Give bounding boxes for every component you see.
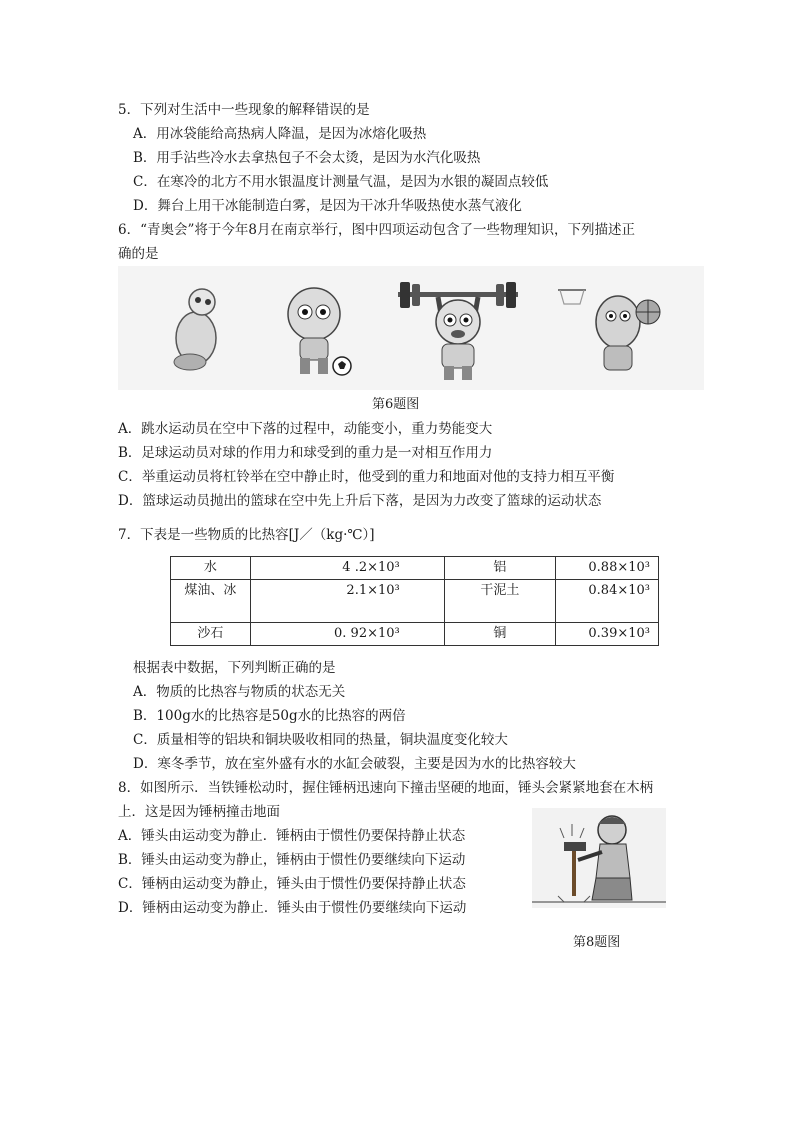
q8-figure-hammer xyxy=(532,808,666,908)
q8-figure-caption: 第8题图 xyxy=(573,935,621,950)
table-cell: 0.39×10³ xyxy=(556,623,659,646)
q7-lead: 根据表中数据，下列判断正确的是 xyxy=(133,660,336,676)
table-row xyxy=(171,623,659,646)
table-cell: 铝 xyxy=(444,557,555,580)
specific-heat-table xyxy=(170,556,659,646)
q6-option-c: C．举重运动员将杠铃举在空中静止时，他受到的重力和地面对他的支持力相互平衡 xyxy=(118,469,615,485)
table-cell: 铜 xyxy=(444,623,555,646)
q6-option-d: D．篮球运动员抛出的篮球在空中先上升后下落，是因为力改变了篮球的运动状态 xyxy=(118,493,602,509)
table-row xyxy=(171,557,659,580)
q8-option-d: D．锤柄由运动变为静止．锤头由于惯性仍要继续向下运动 xyxy=(118,900,467,916)
q6-stem-line1: 6．“青奥会”将于今年8月在南京举行，图中四项运动包含了一些物理知识，下列描述正 xyxy=(118,222,635,238)
table-cell: 0. 92×10³ xyxy=(250,623,444,646)
table-cell: 水 xyxy=(171,557,251,580)
q6-figure-caption: 第6题图 xyxy=(372,397,420,412)
table-cell: 0.88×10³ xyxy=(556,557,659,580)
q8-stem-line2: 上．这是因为锤柄撞击地面 xyxy=(118,804,280,820)
q8-stem-line1: 8．如图所示．当铁锤松动时，握住锤柄迅速向下撞击坚硬的地面，锤头会紧紧地套在木柄 xyxy=(118,780,654,796)
table-cell: 4 .2×10³ xyxy=(250,557,444,580)
q7-option-b: B．100g水的比热容是50g水的比热容的两倍 xyxy=(133,708,406,724)
table-cell: 沙石 xyxy=(171,623,251,646)
q7-option-c: C．质量相等的铝块和铜块吸收相同的热量，铜块温度变化较大 xyxy=(133,732,508,748)
table-cell: 干泥土 xyxy=(444,580,555,623)
table-cell: 煤油、冰 xyxy=(171,580,251,623)
table-cell: 2.1×10³ xyxy=(250,580,444,623)
q5-option-b: B．用手沾些冷水去拿热包子不会太烫，是因为水汽化吸热 xyxy=(133,150,481,166)
soccer-mascot xyxy=(288,288,351,375)
table-cell: 0.84×10³ xyxy=(556,580,659,623)
weightlifting-mascot xyxy=(398,282,518,380)
q5-stem: 5．下列对生活中一些现象的解释错误的是 xyxy=(118,102,370,118)
q5-option-c: C．在寒冷的北方不用水银温度计测量气温，是因为水银的凝固点较低 xyxy=(133,174,549,190)
q5-option-a: A．用冰袋能给高热病人降温，是因为冰熔化吸热 xyxy=(133,126,427,142)
q6-figure-mascots xyxy=(118,266,704,390)
hammer-man-illustration xyxy=(532,808,666,908)
table-row xyxy=(171,580,659,623)
q7-option-a: A．物质的比热容与物质的状态无关 xyxy=(133,684,346,700)
q8-option-a: A．锤头由运动变为静止．锤柄由于惯性仍要保持静止状态 xyxy=(118,828,466,844)
q6-stem-line2: 确的是 xyxy=(118,246,159,262)
diving-mascot xyxy=(174,289,216,370)
basketball-mascot xyxy=(558,290,660,370)
q7-option-d: D．寒冬季节，放在室外盛有水的水缸会破裂，主要是因为水的比热容较大 xyxy=(133,756,576,772)
q8-option-b: B．锤头由运动变为静止，锤柄由于惯性仍要继续向下运动 xyxy=(118,852,466,868)
olympic-mascots-illustration xyxy=(118,266,704,390)
q6-option-b: B．足球运动员对球的作用力和球受到的重力是一对相互作用力 xyxy=(118,445,493,461)
q6-option-a: A．跳水运动员在空中下落的过程中，动能变小，重力势能变大 xyxy=(118,421,493,437)
q7-stem: 7．下表是一些物质的比热容[J／（kg·℃）] xyxy=(118,527,375,543)
q8-option-c: C．锤柄由运动变为静止，锤头由于惯性仍要保持静止状态 xyxy=(118,876,466,892)
q5-option-d: D．舞台上用干冰能制造白雾，是因为干冰升华吸热使水蒸气液化 xyxy=(133,198,522,214)
